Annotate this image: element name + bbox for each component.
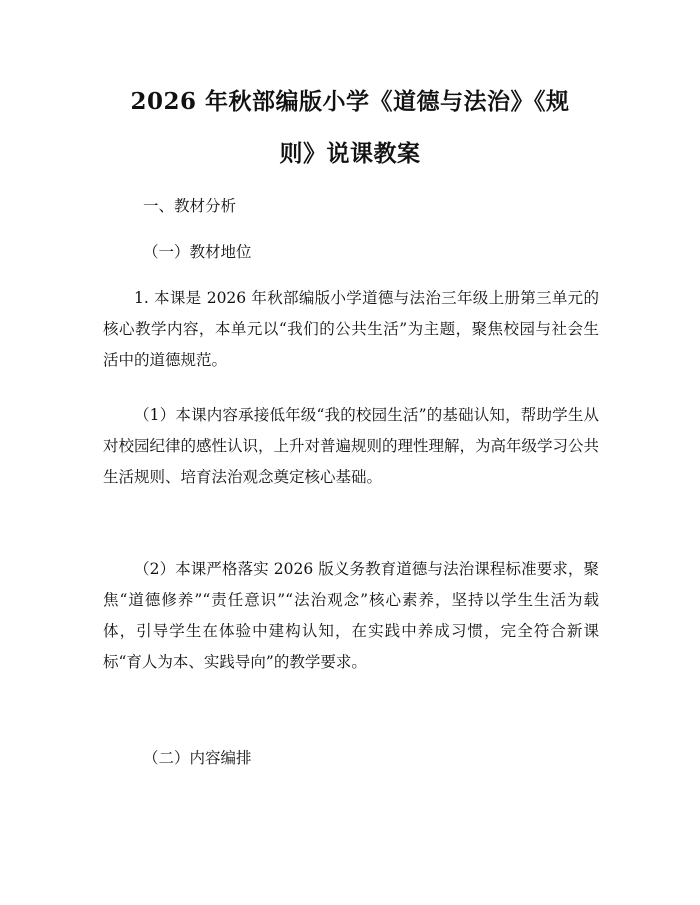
paragraph-2: （1）本课内容承接低年级“我的校园生活”的基础认知，帮助学生从对校园纪律的感性认识，上升对普遍规则的理性理解，为高年级学习公共生活规则、培育法治观念奠定核心基础。 [103, 406, 600, 486]
section-heading-materials-analysis: 一、教材分析 [143, 197, 237, 215]
paragraph-1: 1. 本课是 2026 年秋部编版小学道德与法治三年级上册第三单元的核心教学内容，本单元以“我们的公共生活”为主题，聚焦校园与社会生活中的道德规范。 [103, 289, 599, 369]
document-title-line-2: 则》说课教案 [279, 140, 421, 167]
subsection-heading-materials-position: （一）教材地位 [143, 243, 252, 261]
subsection-heading-content-arrangement: （二）内容编排 [143, 749, 252, 767]
paragraph-3: （2）本课严格落实 2026 版义务教育道德与法治课程标准要求，聚焦“道德修养”“责任意识”“法治观念”核心素养，坚持以学生生活为载体，引导学生在体验中建构认知，在实践中养成习惯，完全符合新课标“育人为本、实践导向”的教学要求。 [103, 560, 599, 671]
document-title-line-1: 2026 年秋部编版小学《道德与法治》《规 [130, 88, 570, 115]
